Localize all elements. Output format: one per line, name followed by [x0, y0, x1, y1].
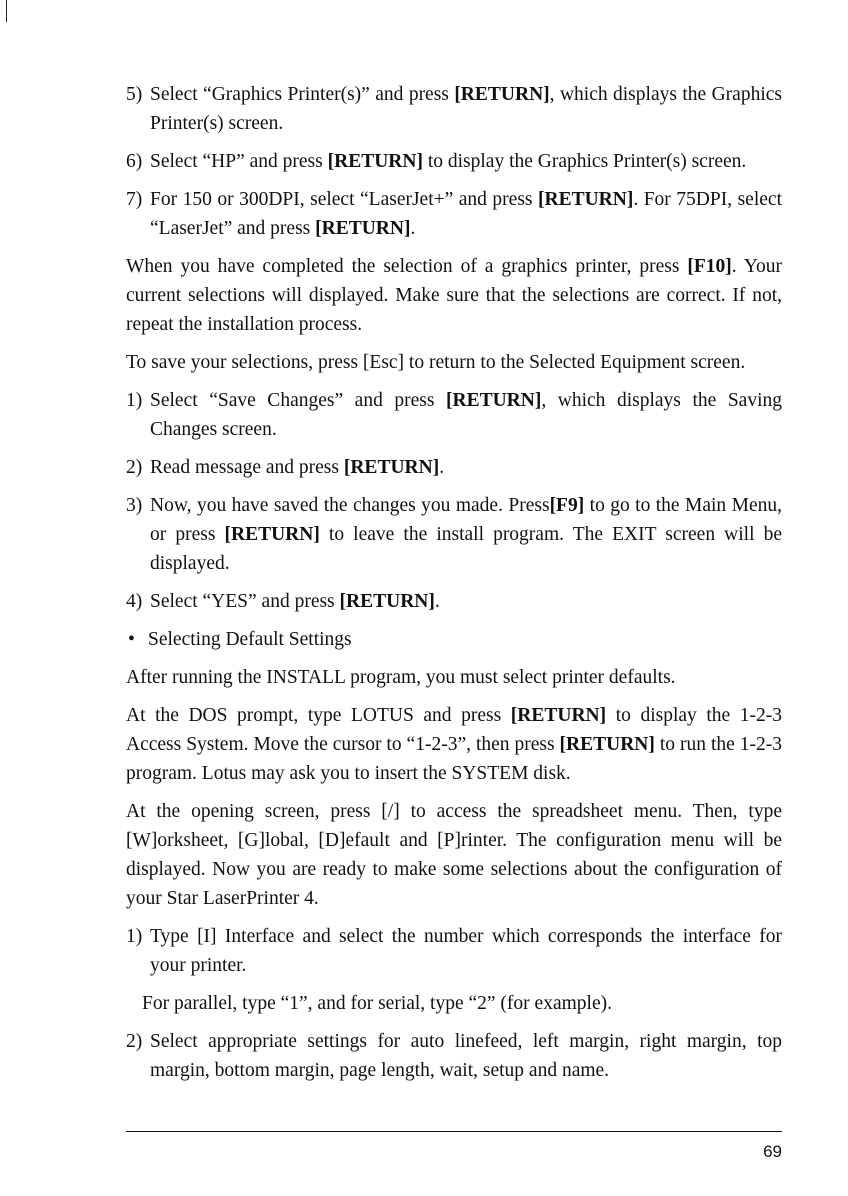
save-step-1	[126, 386, 782, 444]
save-step-4	[126, 587, 782, 616]
page-body	[126, 80, 782, 1094]
step-text: Select “Graphics Printer(s)” and press [RETURN], which displays the Graphics Printer(s) screen.	[150, 84, 782, 134]
save-step-3	[126, 491, 782, 578]
step-text: Select appropriate settings for auto linefeed, left margin, right margin, top margin, bottom margin, page length, wait, setup and name.	[150, 1031, 782, 1081]
paragraph-after-install: After running the INSTALL program, you must select printer defaults.	[126, 667, 676, 688]
step-text: For 150 or 300DPI, select “LaserJet+” and press [RETURN]. For 75DPI, select “LaserJet” and press [RETURN].	[150, 189, 782, 239]
paragraph-complete: When you have completed the selection of a graphics printer, press [F10]. Your current selections will displayed. Make sure that the selections are correct. If not, repeat the installation process.	[126, 256, 782, 335]
interface-example-note: For parallel, type “1”, and for serial, type “2” (for example).	[142, 993, 612, 1014]
step-number: 7)	[126, 189, 143, 210]
step-text: Read message and press [RETURN].	[150, 457, 445, 478]
step-number: 6)	[126, 151, 143, 172]
paragraph-opening-screen: At the opening screen, press [/] to access the spreadsheet menu. Then, type [W]orksheet, [G]lobal, [D]efault and [P]rinter. The configuration menu will be displayed. Now you are ready to make some selections about the configuration of your Star LaserPrinter 4.	[126, 801, 782, 909]
paragraph-dos-prompt: At the DOS prompt, type LOTUS and press [RETURN] to display the 1-2-3 Access System. Move the cursor to “1-2-3”, then press [RETURN] to run the 1-2-3 program. Lotus may ask you to insert the SYSTEM disk.	[126, 705, 782, 784]
step-number: 1)	[126, 390, 143, 411]
step-6	[126, 147, 782, 176]
step-text: Now, you have saved the changes you made. Press[F9] to go to the Main Menu, or press [RETURN] to leave the install program. The EXIT screen will be displayed.	[150, 495, 782, 574]
step-number: 3)	[126, 495, 143, 516]
footer-rule	[126, 1131, 782, 1132]
section-bullet	[126, 625, 782, 654]
step-number: 5)	[126, 84, 143, 105]
config-step-1	[126, 922, 782, 980]
paragraph-save: To save your selections, press [Esc] to return to the Selected Equipment screen.	[126, 352, 746, 373]
section-heading: Selecting Default Settings	[148, 629, 352, 650]
page-number: 69	[763, 1142, 782, 1161]
step-text: Select “HP” and press [RETURN] to display the Graphics Printer(s) screen.	[150, 151, 747, 172]
step-text: Select “Save Changes” and press [RETURN], which displays the Saving Changes screen.	[150, 390, 782, 440]
config-step-2	[126, 1027, 782, 1085]
step-text: Type [I] Interface and select the number which corresponds the interface for your printer.	[150, 926, 782, 976]
step-7	[126, 185, 782, 243]
step-number: 1)	[126, 926, 143, 947]
step-number: 2)	[126, 1031, 143, 1052]
margin-mark	[6, 0, 7, 22]
step-number: 2)	[126, 457, 143, 478]
step-number: 4)	[126, 591, 143, 612]
save-step-2	[126, 453, 782, 482]
bullet-icon: •	[128, 629, 135, 650]
step-text: Select “YES” and press [RETURN].	[150, 591, 440, 612]
step-5	[126, 80, 782, 138]
